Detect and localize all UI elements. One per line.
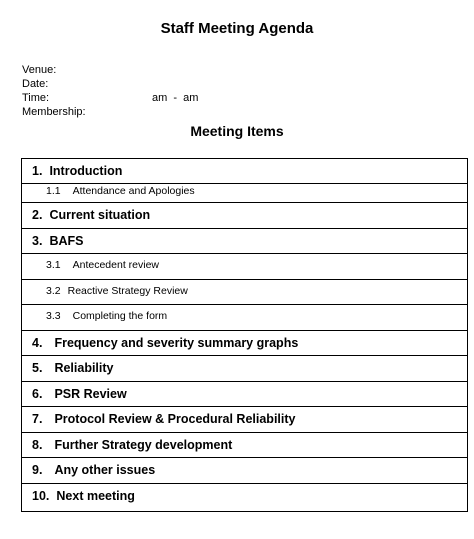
agenda-table — [21, 158, 468, 512]
agenda-subitem-attendance — [22, 184, 467, 203]
item-label: Completing the form — [72, 310, 168, 322]
item-number: 3.1 — [46, 259, 61, 271]
time-value: am - am — [152, 92, 199, 104]
page-title: Staff Meeting Agenda — [160, 20, 314, 37]
item-number: 9. — [32, 463, 43, 477]
item-label: Further Strategy development — [54, 437, 233, 452]
item-label: PSR Review — [54, 386, 127, 401]
item-number: 7. — [32, 412, 43, 426]
item-label: Reliability — [54, 361, 114, 375]
section-heading: Meeting Items — [190, 123, 284, 139]
item-number: 1.1 — [46, 185, 61, 197]
agenda-item-protocol-review — [22, 407, 467, 433]
agenda-item-next-meeting — [22, 484, 467, 512]
item-label: Protocol Review & Procedural Reliability — [54, 412, 296, 426]
item-label: Introduction — [49, 164, 123, 178]
agenda-item-frequency-graphs — [22, 331, 467, 357]
membership-label: Membership: — [22, 106, 86, 118]
item-number: 3.2 — [46, 284, 61, 297]
item-label: BAFS — [49, 233, 84, 248]
item-number: 1. — [32, 164, 43, 178]
agenda-subitem-antecedent-review — [22, 254, 467, 280]
agenda-item-current-situation — [22, 203, 467, 229]
agenda-item-further-strategy — [22, 433, 467, 459]
agenda-item-introduction — [22, 159, 467, 184]
item-label: Next meeting — [56, 488, 135, 503]
item-number: 3. — [32, 233, 43, 248]
agenda-item-reliability — [22, 356, 467, 382]
agenda-subitem-completing-the-form — [22, 305, 467, 331]
agenda-item-psr-review — [22, 382, 467, 408]
item-number: 8. — [32, 437, 43, 452]
item-label: Frequency and severity summary graphs — [54, 335, 299, 350]
item-label: Antecedent review — [72, 259, 159, 271]
item-number: 10. — [32, 488, 50, 503]
agenda-subitem-reactive-strategy-review — [22, 280, 467, 306]
item-label: Attendance and Apologies — [72, 185, 195, 197]
item-number: 6. — [32, 386, 43, 401]
date-label: Date: — [22, 78, 49, 90]
venue-label: Venue: — [22, 64, 57, 76]
agenda-item-bafs — [22, 229, 467, 255]
item-label: Current situation — [49, 208, 151, 222]
agenda-item-other-issues — [22, 458, 467, 484]
item-number: 3.3 — [46, 310, 61, 322]
time-label: Time: — [22, 92, 50, 104]
item-label: Reactive Strategy Review — [67, 284, 188, 297]
item-number: 5. — [32, 361, 43, 375]
item-label: Any other issues — [54, 463, 156, 477]
item-number: 2. — [32, 208, 43, 222]
item-number: 4. — [32, 335, 43, 350]
